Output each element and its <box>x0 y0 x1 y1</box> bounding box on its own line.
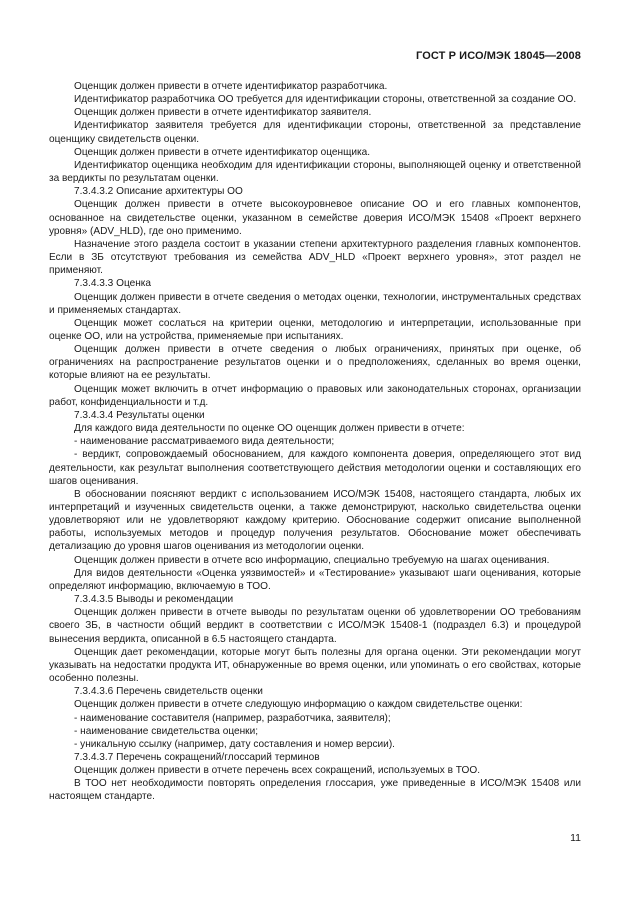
paragraph: Оценщик дает рекомендации, которые могут быть полезны для органа оценки. Эти рекомендации могут указывать на недостатки продукта ИТ, обнаруженные во время оценки, или упоминать о его свойствах, которые особенно полезны. <box>49 646 581 685</box>
section-heading: 7.3.4.3.7 Перечень сокращений/глоссарий терминов <box>74 751 320 763</box>
section-heading: 7.3.4.3.6 Перечень свидетельств оценки <box>74 686 263 698</box>
paragraph: Оценщик должен привести в отчете сведения о методах оценки, технологии, инструментальных средствах и применяемых стандартах. <box>49 291 581 316</box>
document-header: ГОСТ Р ИСО/МЭК 18045—2008 <box>416 50 581 62</box>
paragraph: Оценщик может сослаться на критерии оценки, методологию и интерпретации, использованные при оценке ОО, или на устройства, применяемые при испытаниях. <box>49 317 581 342</box>
list-item: - вердикт, сопровождаемый обоснованием, для каждого компонента доверия, определяющего этот вид деятельности, как результат выполнения соответствующего действия методологии оценки и составляющих его шагов оценивания. <box>49 449 581 487</box>
paragraph: Оценщик должен привести в отчете идентификатор оценщика. <box>74 146 371 158</box>
paragraph: Оценщик должен привести в отчете сведения о любых ограничениях, принятых при оценке, об ограничениях на распространение результатов оценки и о предположениях, сделанных во время оценки, которые влияют на ее результаты. <box>49 344 581 382</box>
list-item: - наименование свидетельства оценки; <box>74 725 259 737</box>
paragraph: Идентификатор разработчика ОО требуется для идентификации стороны, ответственной за создание ОО. <box>74 94 577 106</box>
paragraph: Оценщик должен привести в отчете идентификатор разработчика. <box>74 81 388 92</box>
paragraph: Оценщик должен привести в отчете перечень всех сокращений, используемых в ТОО. <box>74 765 481 777</box>
paragraph: Для каждого вида деятельности по оценке ОО оценщик должен привести в отчете: <box>74 423 465 435</box>
paragraph: Оценщик должен привести в отчете всю информацию, специально требуемую на шагах оценивания. <box>74 554 550 566</box>
paragraph: Назначение этого раздела состоит в указании степени архитектурного разделения главных компонентов. Если в ЗБ отсутствуют требования из семейства ADV_HLD «Проект верхнего уровня», этот раздел не применяют. <box>49 238 581 277</box>
document-body <box>49 80 581 804</box>
paragraph: Идентификатор оценщика необходим для идентификации стороны, выполняющей оценку и ответственной за вердикты по результатам оценки. <box>49 159 581 185</box>
section-heading: 7.3.4.3.3 Оценка <box>74 278 152 290</box>
paragraph: В обосновании поясняют вердикт с использованием ИСО/МЭК 15408, настоящего стандарта, любых их интерпретаций и изученных свидетельств оценки, а также демонстрируют, насколько свидетельства оценки удовлетворяют или не удовлетворяют каждому критерию. Обоснование содержит описание выполненной работы, используемых методов и процедур получения результатов. Обоснование может обеспечивать детализацию до уровня шагов оценивания из методологии оценки. <box>49 488 581 553</box>
paragraph: Оценщик может включить в отчет информацию о правовых или законодательных сторонах, организации работ, конфиденциальности и т.д. <box>49 383 581 408</box>
section-heading: 7.3.4.3.5 Выводы и рекомендации <box>74 594 234 606</box>
page-number: 11 <box>570 832 581 844</box>
paragraph: Оценщик должен привести в отчете следующую информацию о каждом свидетельстве оценки: <box>74 699 523 711</box>
section-heading: 7.3.4.3.2 Описание архитектуры ОО <box>74 186 243 198</box>
section-heading: 7.3.4.3.4 Результаты оценки <box>74 409 205 421</box>
list-item: - уникальную ссылку (например, дату составления и номер версии). <box>74 738 395 750</box>
list-item: - наименование рассматриваемого вида деятельности; <box>74 436 335 448</box>
paragraph: Оценщик должен привести в отчете высокоуровневое описание ОО и его главных компонентов, основанное на свидетельстве оценки, указанном в семействе доверия ИСО/МЭК 15408 «Проект верхнего уровня» (ADV_HLD), где оно применимо. <box>49 199 581 237</box>
paragraph: Для видов деятельности «Оценка уязвимостей» и «Тестирование» указывают шаги оценивания, которые определяют информацию, включаемую в ТОО. <box>49 567 581 592</box>
paragraph: Оценщик должен привести в отчете идентификатор заявителя. <box>74 107 372 119</box>
paragraph: Идентификатор заявителя требуется для идентификации стороны, ответственной за представление оценщику свидетельств оценки. <box>49 120 581 145</box>
list-item: - наименование составителя (например, разработчика, заявителя); <box>74 712 391 724</box>
paragraph: Оценщик должен привести в отчете выводы по результатам оценки об удовлетворении ОО требованиям своего ЗБ, в частности общий вердикт в соответствии с ИСО/МЭК 15408-1 (подраздел 6.3) и процедурой вынесения вердикта, описанной в 6.5 настоящего стандарта. <box>49 607 581 645</box>
paragraph: В ТОО нет необходимости повторять определения глоссария, уже приведенные в ИСО/МЭК 15408 или настоящем стандарте. <box>49 778 581 803</box>
